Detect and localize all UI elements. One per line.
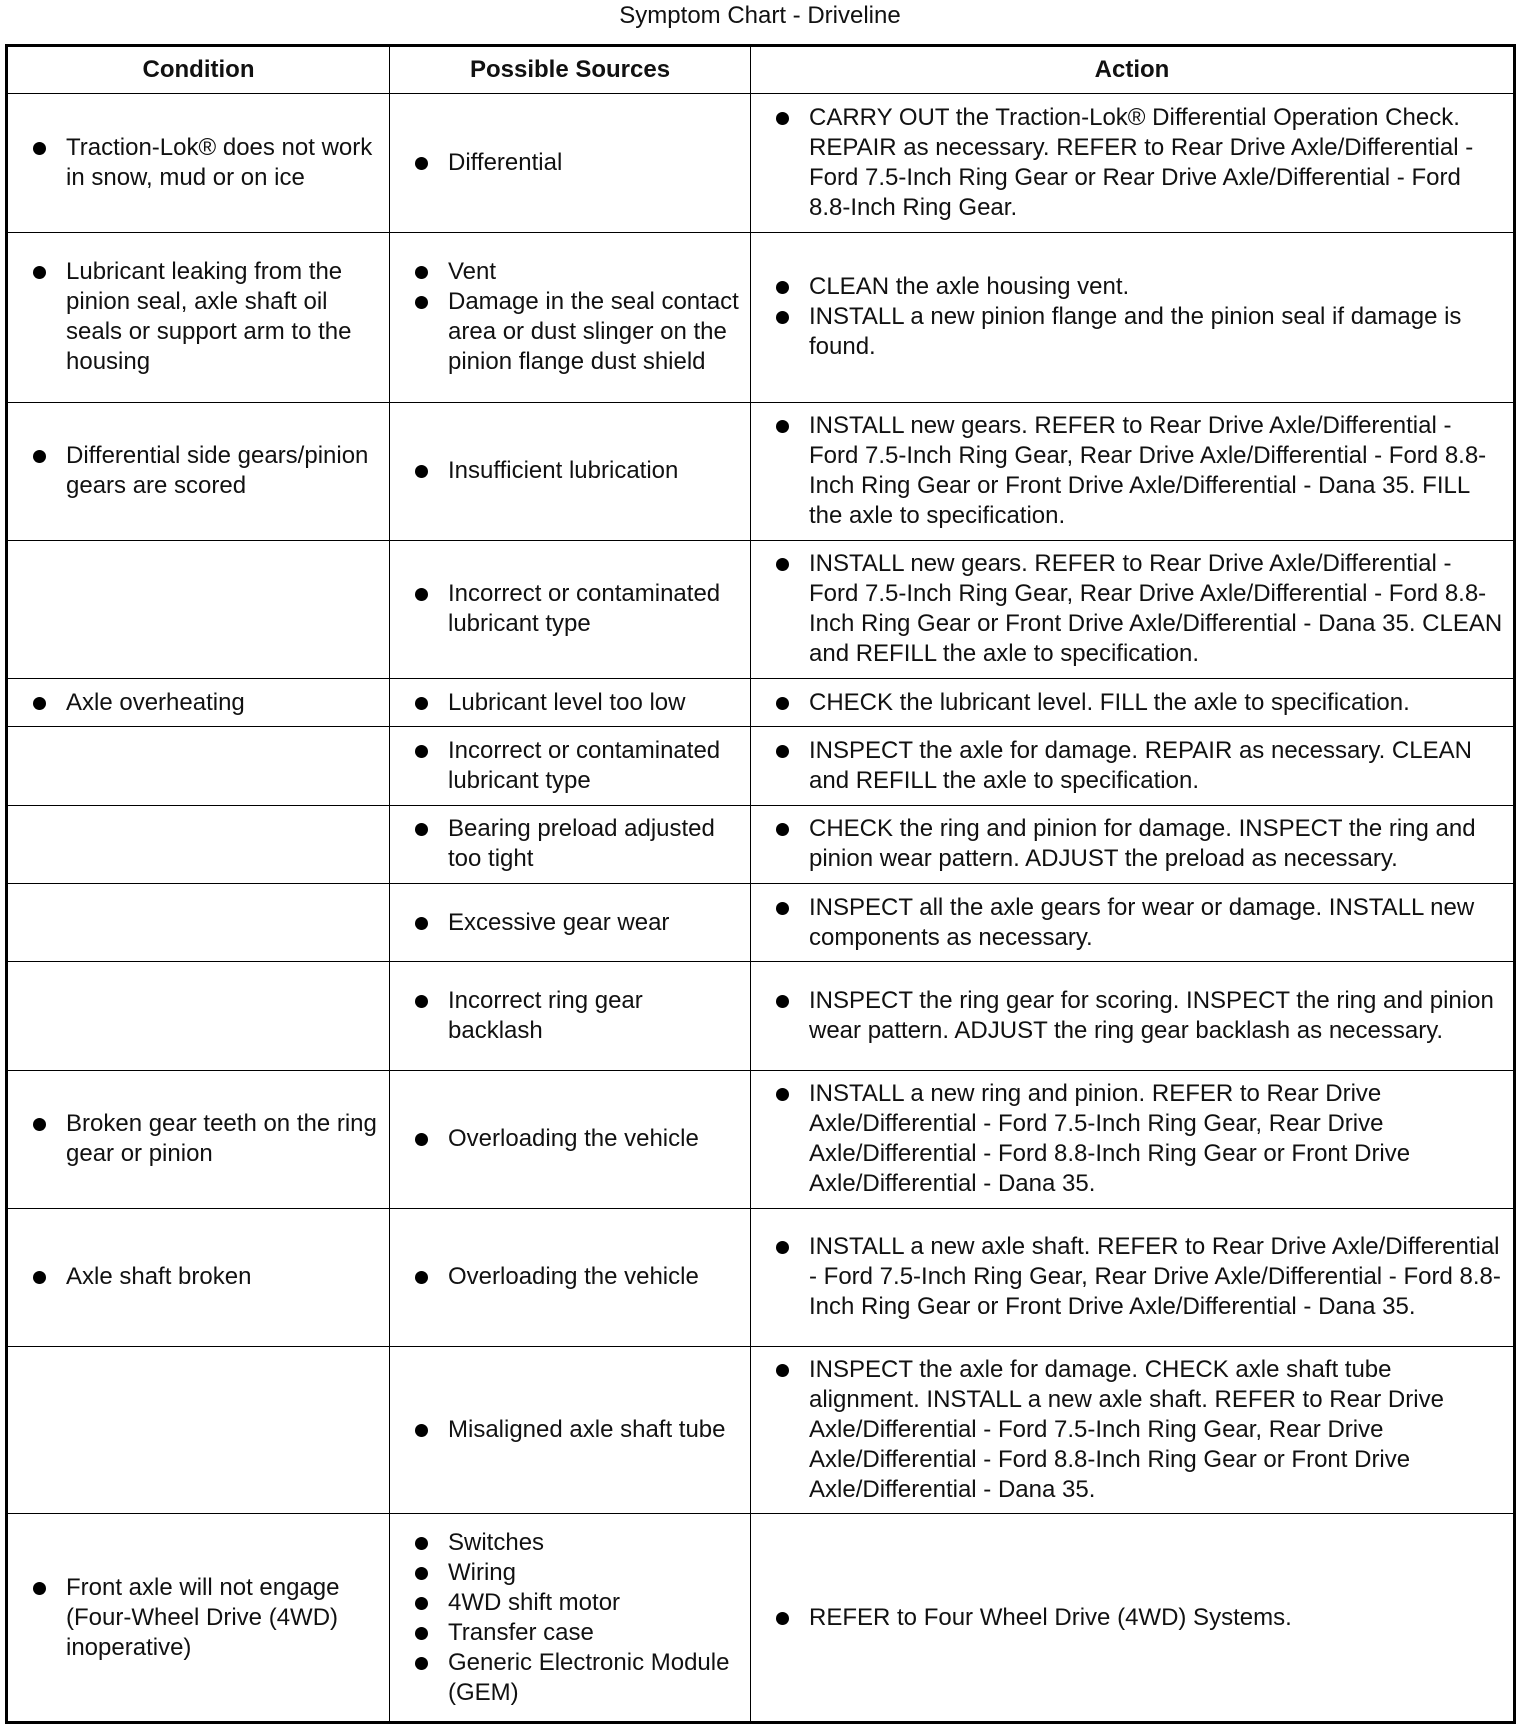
bullet-item: CARRY OUT the Traction-Lok® Differential Operation Check. REPAIR as necessary. REFER to Rear Drive Axle/Differential - Ford 7.5-Inch Ring Gear or Rear Drive Axle/Differential - Ford 8.8-Inch Ring Gear. xyxy=(773,103,1503,223)
condition-cell xyxy=(7,1346,390,1514)
table-row xyxy=(7,403,1515,541)
bullet-list xyxy=(412,1262,740,1292)
action-cell xyxy=(751,883,1515,961)
column-header-action: Action xyxy=(751,46,1515,94)
table-row xyxy=(7,94,1515,233)
condition-cell xyxy=(7,883,390,961)
bullet-list xyxy=(773,1079,1503,1199)
condition-cell xyxy=(7,1070,390,1209)
bullet-list xyxy=(412,688,740,718)
possible-sources-cell xyxy=(390,540,751,679)
action-cell xyxy=(751,94,1515,233)
action-cell xyxy=(751,540,1515,679)
column-header-possible-sources: Possible Sources xyxy=(390,46,751,94)
action-cell xyxy=(751,232,1515,403)
bullet-item: INSTALL new gears. REFER to Rear Drive Axle/Differential - Ford 7.5-Inch Ring Gear, Rear Drive Axle/Differential - Ford 8.8-Inch Ring Gear or Front Drive Axle/Differential - Dana 35. FILL the axle to specification. xyxy=(773,411,1503,531)
possible-sources-cell xyxy=(390,94,751,233)
bullet-list xyxy=(412,814,740,874)
possible-sources-cell xyxy=(390,883,751,961)
table-row xyxy=(7,540,1515,679)
bullet-list xyxy=(412,1415,740,1445)
action-cell xyxy=(751,962,1515,1070)
bullet-item: Overloading the vehicle xyxy=(412,1124,740,1154)
bullet-item: Differential xyxy=(412,148,740,178)
condition-cell xyxy=(7,962,390,1070)
action-cell xyxy=(751,1514,1515,1723)
table-row xyxy=(7,1514,1515,1723)
bullet-item: CHECK the lubricant level. FILL the axle to specification. xyxy=(773,688,1503,718)
bullet-list xyxy=(773,103,1503,223)
table-row xyxy=(7,805,1515,883)
bullet-list xyxy=(773,736,1503,796)
bullet-list xyxy=(412,579,740,639)
condition-cell xyxy=(7,1514,390,1723)
bullet-list xyxy=(773,688,1503,718)
bullet-list xyxy=(412,456,740,486)
bullet-item: INSPECT the axle for damage. REPAIR as necessary. CLEAN and REFILL the axle to specification. xyxy=(773,736,1503,796)
bullet-item: Axle shaft broken xyxy=(30,1262,379,1292)
possible-sources-cell xyxy=(390,1346,751,1514)
action-cell xyxy=(751,1209,1515,1347)
bullet-list xyxy=(412,908,740,938)
column-header-condition: Condition xyxy=(7,46,390,94)
condition-cell xyxy=(7,727,390,805)
bullet-item: Differential side gears/pinion gears are scored xyxy=(30,441,379,501)
bullet-item: Overloading the vehicle xyxy=(412,1262,740,1292)
condition-cell xyxy=(7,540,390,679)
bullet-item: CHECK the ring and pinion for damage. INSPECT the ring and pinion wear pattern. ADJUST the preload as necessary. xyxy=(773,814,1503,874)
bullet-list xyxy=(773,549,1503,669)
bullet-item: CLEAN the axle housing vent. xyxy=(773,272,1503,302)
page-title: Symptom Chart - Driveline xyxy=(619,2,901,29)
possible-sources-cell xyxy=(390,1514,751,1723)
possible-sources-cell xyxy=(390,679,751,727)
bullet-item: INSTALL a new ring and pinion. REFER to Rear Drive Axle/Differential - Ford 7.5-Inch Ring Gear, Rear Drive Axle/Differential - Ford 8.8-Inch Ring Gear or Front Drive Axle/Differential - Dana 35. xyxy=(773,1079,1503,1199)
action-cell xyxy=(751,1346,1515,1514)
bullet-list xyxy=(412,736,740,796)
bullet-item: Traction-Lok® does not work in snow, mud or on ice xyxy=(30,133,379,193)
bullet-list xyxy=(773,1603,1503,1633)
table-row xyxy=(7,1209,1515,1347)
bullet-item: Broken gear teeth on the ring gear or pinion xyxy=(30,1109,379,1169)
bullet-list xyxy=(773,272,1503,362)
condition-cell xyxy=(7,403,390,541)
condition-cell xyxy=(7,679,390,727)
table-row xyxy=(7,1070,1515,1209)
bullet-item: INSTALL new gears. REFER to Rear Drive Axle/Differential - Ford 7.5-Inch Ring Gear, Rear Drive Axle/Differential - Ford 8.8-Inch Ring Gear or Front Drive Axle/Differential - Dana 35. CLEAN and REFILL the axle to specification. xyxy=(773,549,1503,669)
bullet-item: INSPECT the ring gear for scoring. INSPECT the ring and pinion wear pattern. ADJUST the ring gear backlash as necessary. xyxy=(773,986,1503,1046)
bullet-list xyxy=(30,1573,379,1663)
bullet-item: INSTALL a new pinion flange and the pinion seal if damage is found. xyxy=(773,302,1503,362)
bullet-item: Vent xyxy=(412,257,740,287)
possible-sources-cell xyxy=(390,1070,751,1209)
possible-sources-cell xyxy=(390,232,751,403)
bullet-list xyxy=(412,1528,740,1708)
bullet-list xyxy=(30,1109,379,1169)
possible-sources-cell xyxy=(390,805,751,883)
bullet-list xyxy=(773,986,1503,1046)
action-cell xyxy=(751,805,1515,883)
bullet-item: 4WD shift motor xyxy=(412,1588,740,1618)
bullet-item: INSTALL a new axle shaft. REFER to Rear Drive Axle/Differential - Ford 7.5-Inch Ring Gear, Rear Drive Axle/Differential - Ford 8.8-Inch Ring Gear or Front Drive Axle/Differential - Dana 35. xyxy=(773,1232,1503,1322)
bullet-list xyxy=(412,1124,740,1154)
condition-cell xyxy=(7,232,390,403)
table-row xyxy=(7,232,1515,403)
bullet-list xyxy=(773,1232,1503,1322)
bullet-item: Switches xyxy=(412,1528,740,1558)
action-cell xyxy=(751,727,1515,805)
bullet-item: Transfer case xyxy=(412,1618,740,1648)
bullet-item: Incorrect or contaminated lubricant type xyxy=(412,579,740,639)
bullet-list xyxy=(773,1355,1503,1505)
bullet-list xyxy=(30,1262,379,1292)
bullet-item: Lubricant leaking from the pinion seal, axle shaft oil seals or support arm to the housing xyxy=(30,257,379,377)
header-row xyxy=(7,46,1515,94)
bullet-item: Incorrect or contaminated lubricant type xyxy=(412,736,740,796)
bullet-list xyxy=(773,814,1503,874)
bullet-list xyxy=(412,257,740,377)
bullet-list xyxy=(773,893,1503,953)
bullet-item: REFER to Four Wheel Drive (4WD) Systems. xyxy=(773,1603,1503,1633)
condition-cell xyxy=(7,805,390,883)
bullet-item: Front axle will not engage (Four-Wheel Drive (4WD) inoperative) xyxy=(30,1573,379,1663)
bullet-item: Misaligned axle shaft tube xyxy=(412,1415,740,1445)
table-row xyxy=(7,1346,1515,1514)
bullet-item: Excessive gear wear xyxy=(412,908,740,938)
possible-sources-cell xyxy=(390,403,751,541)
condition-cell xyxy=(7,94,390,233)
bullet-list xyxy=(30,688,379,718)
bullet-item: INSPECT all the axle gears for wear or damage. INSTALL new components as necessary. xyxy=(773,893,1503,953)
bullet-item: Axle overheating xyxy=(30,688,379,718)
bullet-item: Bearing preload adjusted too tight xyxy=(412,814,740,874)
possible-sources-cell xyxy=(390,1209,751,1347)
bullet-item: Generic Electronic Module (GEM) xyxy=(412,1648,740,1708)
symptom-chart-table xyxy=(5,44,1516,1724)
table-row xyxy=(7,883,1515,961)
table-row xyxy=(7,962,1515,1070)
action-cell xyxy=(751,1070,1515,1209)
condition-cell xyxy=(7,1209,390,1347)
bullet-item: Insufficient lubrication xyxy=(412,456,740,486)
bullet-item: INSPECT the axle for damage. CHECK axle shaft tube alignment. INSTALL a new axle shaft. REFER to Rear Drive Axle/Differential - Ford 7.5-Inch Ring Gear, Rear Drive Axle/Differential - Ford 8.8-Inch Ring Gear or Front Drive Axle/Differential - Dana 35. xyxy=(773,1355,1503,1505)
table-body xyxy=(7,94,1515,1723)
action-cell xyxy=(751,403,1515,541)
table-row xyxy=(7,727,1515,805)
bullet-list xyxy=(30,133,379,193)
table-row xyxy=(7,679,1515,727)
bullet-item: Damage in the seal contact area or dust slinger on the pinion flange dust shield xyxy=(412,287,740,377)
bullet-list xyxy=(30,441,379,501)
action-cell xyxy=(751,679,1515,727)
bullet-list xyxy=(412,986,740,1046)
bullet-item: Lubricant level too low xyxy=(412,688,740,718)
bullet-list xyxy=(773,411,1503,531)
bullet-list xyxy=(30,257,379,377)
bullet-list xyxy=(412,148,740,178)
bullet-item: Incorrect ring gear backlash xyxy=(412,986,740,1046)
possible-sources-cell xyxy=(390,962,751,1070)
possible-sources-cell xyxy=(390,727,751,805)
bullet-item: Wiring xyxy=(412,1558,740,1588)
